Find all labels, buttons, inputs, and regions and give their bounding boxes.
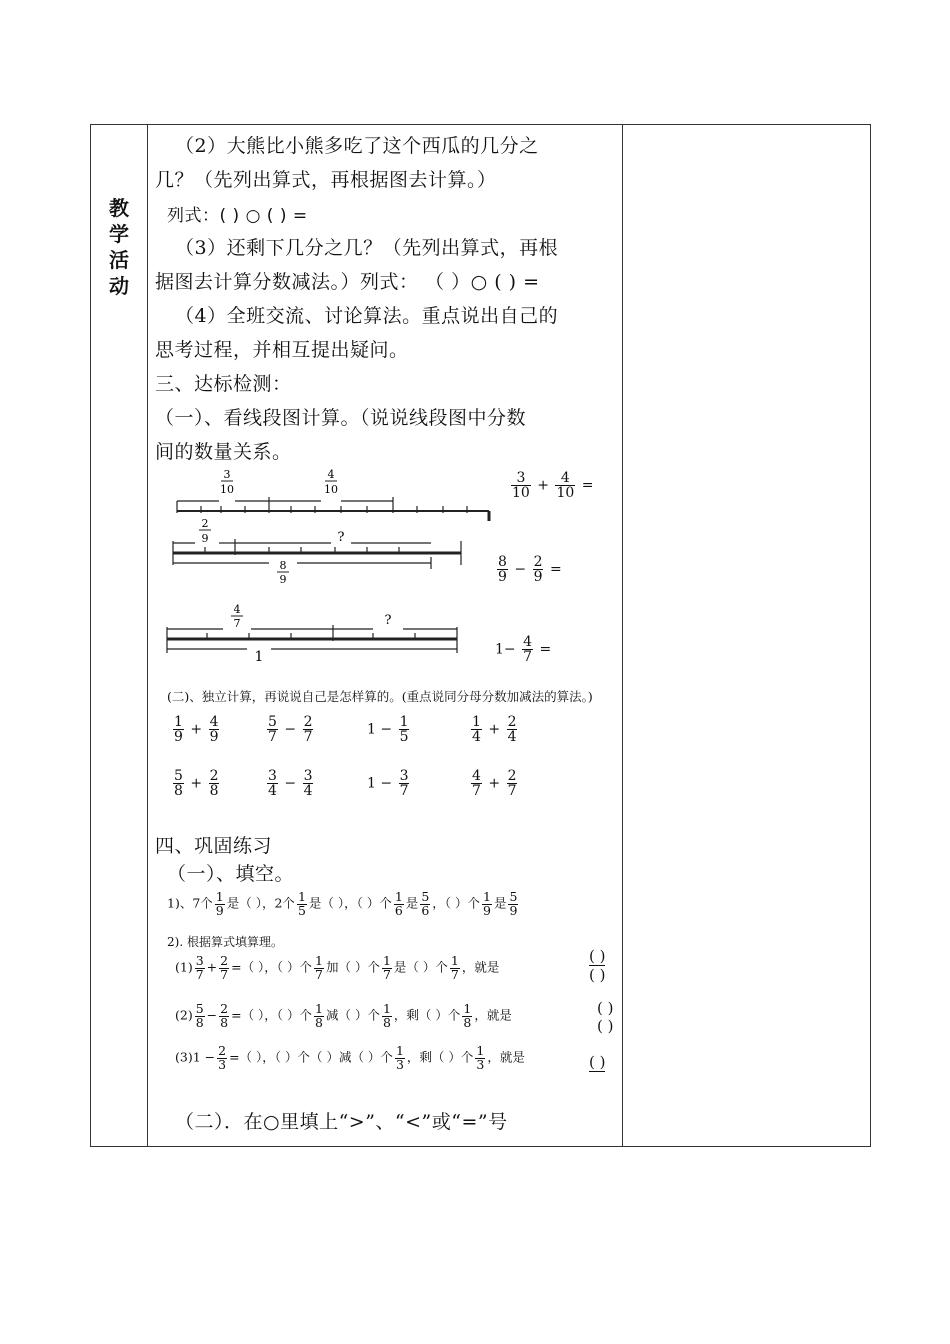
- answer-blank[interactable]: [589, 1053, 605, 1072]
- fill-item-2-1: (1) $\frac{3}{7}$ + $\frac{2}{7}$ =（ ），（ ）个 $\frac{1}{7}$ 加（ ）个 $\frac{1}{7}$ 是（ ）个 $\frac{1}{7}$ ，就是: [175, 953, 500, 982]
- operator: =: [581, 477, 594, 494]
- diagram-1-expression: [509, 471, 593, 500]
- text: =（ ），（ ）个: [231, 959, 313, 975]
- denominator: 9: [174, 729, 183, 745]
- numerator: 2: [507, 768, 517, 784]
- section-3-part-1-line-1: （一）、看线段图计算。（说说线段图中分数: [155, 407, 527, 429]
- denominator: 4: [303, 783, 313, 799]
- fraction: $\frac{1}{3}$: [476, 1043, 485, 1072]
- operator: =: [549, 561, 562, 578]
- side-label-char: 活: [109, 248, 129, 272]
- frac-den: 7: [233, 617, 241, 630]
- fraction: $\frac{1}{9}$: [483, 889, 491, 918]
- fraction: [173, 769, 184, 798]
- frac-num: 2: [201, 517, 209, 530]
- text: 是: [405, 895, 419, 911]
- frac-den: 9: [279, 573, 287, 586]
- fill-item-1: [167, 891, 520, 917]
- fraction: $\frac{5}{9}$: [509, 889, 518, 918]
- text: (1): [175, 959, 193, 975]
- numerator: 4: [472, 768, 481, 784]
- diagram-3-label-left: [231, 603, 243, 630]
- operand: 1−: [495, 641, 516, 658]
- answer-blank-top: ( ): [589, 1053, 606, 1071]
- answer-blank[interactable]: [597, 999, 613, 1035]
- diagram-2-expression: [495, 555, 562, 584]
- text: 是（ ），（ ）个: [308, 895, 392, 911]
- operator: −: [284, 721, 297, 738]
- section-3-heading: 三、达标检测：: [155, 373, 292, 395]
- fraction: [173, 715, 184, 744]
- denominator: 4: [472, 729, 481, 745]
- denominator: 7: [303, 729, 313, 745]
- fraction: $\frac{5}{6}$: [421, 889, 430, 918]
- frac-den: 9: [201, 532, 209, 545]
- fraction: [209, 715, 220, 744]
- denominator: 4: [507, 729, 517, 745]
- question-4-line-2: 思考过程，并相互提出疑问。: [155, 339, 409, 361]
- fraction: [267, 769, 278, 798]
- fraction: [507, 715, 518, 744]
- fraction: [471, 769, 482, 798]
- numerator: 3: [399, 768, 409, 784]
- fraction: $\frac{2}{9}$: [533, 554, 543, 585]
- fraction: $\frac{4}{7}$: [523, 634, 533, 665]
- fraction: $\frac{4}{10}$: [556, 470, 575, 501]
- operator: +: [190, 775, 203, 792]
- fraction: $\frac{2}{3}$: [218, 1043, 227, 1072]
- text: 是（ ）个: [393, 959, 448, 975]
- fraction: $\frac{1}{8}$: [315, 1001, 323, 1030]
- frac-den: 10: [324, 483, 338, 496]
- denominator: 5: [399, 729, 409, 745]
- calc-expression: [265, 769, 315, 798]
- numerator: 3: [268, 768, 277, 784]
- numerator: 1: [174, 714, 183, 730]
- fraction: [399, 715, 410, 744]
- fraction: $\frac{1}{5}$: [297, 889, 306, 918]
- denominator: 8: [174, 783, 183, 799]
- fraction: $\frac{3}{10}$: [512, 470, 530, 501]
- calc-expression: [367, 715, 411, 744]
- fraction: $\frac{1}{3}$: [395, 1043, 404, 1072]
- operator: +: [190, 721, 203, 738]
- fraction: $\frac{1}{8}$: [463, 1001, 472, 1030]
- fraction: $\frac{1}{9}$: [215, 889, 224, 918]
- diagram-2: [173, 539, 461, 569]
- fill-item-2-title: 2). 根据算式填算理。: [167, 935, 283, 949]
- operator: =: [539, 641, 552, 658]
- operand: 1: [367, 721, 376, 738]
- frac-num: 8: [279, 559, 287, 572]
- diagram-3-whole: 1: [254, 649, 264, 665]
- denominator: 8: [209, 783, 219, 799]
- text: 加（ ）个: [325, 959, 380, 975]
- text: 是: [493, 895, 507, 911]
- question-2-line-1: （2）大熊比小熊多吃了这个西瓜的几分之: [175, 135, 539, 157]
- fill-item-2-2: (2) $\frac{5}{8}$ − $\frac{2}{8}$ =（ ），（ ）个 $\frac{1}{8}$ 减（ ）个 $\frac{1}{8}$ ，剩（ ）个 $\frac{1}{8}$ ，就是: [175, 1001, 512, 1030]
- fraction: $\frac{1}{6}$: [394, 889, 403, 918]
- text: 减（ ）个: [325, 1007, 380, 1023]
- answer-blank-bottom: ( ): [589, 966, 606, 984]
- fraction: $\frac{5}{8}$: [195, 1001, 204, 1030]
- denominator: 7: [268, 729, 277, 745]
- fraction: [303, 769, 314, 798]
- fraction: [209, 769, 220, 798]
- diagram-3-question: ?: [384, 613, 392, 628]
- fraction: [267, 715, 278, 744]
- denominator: 7: [472, 783, 481, 799]
- fraction: $\frac{3}{7}$: [195, 953, 204, 982]
- fraction: [399, 769, 410, 798]
- fraction: [471, 715, 482, 744]
- answer-blank-top: ( ): [597, 999, 614, 1017]
- answer-blank-top: ( ): [589, 947, 606, 965]
- frac-num: 3: [223, 468, 231, 481]
- fraction: $\frac{2}{8}$: [220, 1001, 229, 1030]
- operand: 1: [367, 775, 376, 792]
- frac-num: 4: [327, 468, 335, 481]
- operator: +: [537, 477, 550, 494]
- operator: −: [380, 775, 393, 792]
- diagram-2-question: ?: [337, 530, 345, 545]
- denominator: 7: [399, 783, 409, 799]
- numerator: 3: [303, 768, 313, 784]
- section-4-part-1: （一）、填空。: [167, 863, 295, 885]
- calc-expression: [171, 769, 221, 798]
- fraction: $\frac{1}{7}$: [315, 953, 323, 982]
- numerator: 1: [472, 714, 481, 730]
- operator: −: [380, 721, 393, 738]
- denominator: 7: [507, 783, 517, 799]
- lesson-table: [90, 124, 871, 1147]
- operator: +: [488, 721, 501, 738]
- fraction: $\frac{1}{8}$: [382, 1001, 391, 1030]
- diagram-3-expression: [495, 635, 551, 664]
- text: (2): [175, 1007, 193, 1023]
- text: 是（ ），2个: [226, 895, 295, 911]
- calc-expression: [469, 769, 519, 798]
- column-divider: [622, 125, 623, 1146]
- side-label-char: 学: [109, 222, 129, 246]
- text: =（ ），（ ）个（ ）减（ ）个: [229, 1049, 393, 1065]
- fill-item-2-3: [175, 1045, 525, 1071]
- calc-expression: [265, 715, 315, 744]
- frac-den: 10: [220, 483, 234, 496]
- diagram-2-label-left: [199, 517, 211, 545]
- answer-blank-bottom: ( ): [597, 1017, 614, 1035]
- operator: −: [514, 561, 527, 578]
- numerator: 2: [303, 714, 313, 730]
- numerator: 2: [507, 714, 517, 730]
- fraction: [303, 715, 314, 744]
- diagram-2-label-bottom: [277, 559, 289, 586]
- calc-expression: [469, 715, 519, 744]
- text: ，剩（ ）个: [393, 1007, 461, 1023]
- text: ，就是: [474, 1007, 512, 1023]
- text: (3)1 −: [175, 1049, 216, 1065]
- text: ，就是: [461, 959, 500, 975]
- fraction: $\frac{1}{7}$: [450, 953, 459, 982]
- question-4-line-1: （4）全班交流、讨论算法。重点说出自己的: [175, 305, 559, 327]
- fraction: [507, 769, 518, 798]
- text: 1)、7个: [167, 895, 213, 911]
- numerator: 2: [209, 768, 219, 784]
- diagram-1-label-left: [220, 468, 234, 496]
- question-2-formula: 列式：( ) ○ ( ) =: [167, 206, 308, 226]
- numerator: 5: [268, 714, 277, 730]
- column-divider: [147, 125, 148, 1146]
- calc-expression: [367, 769, 411, 798]
- text: ，剩（ ）个: [406, 1049, 474, 1065]
- frac-num: 4: [233, 603, 241, 616]
- text: =（ ），（ ）个: [231, 1007, 313, 1023]
- section-3-part-1-line-2: 间的数量关系。: [155, 441, 292, 463]
- question-2-line-2: 几？（先列出算式，再根据图去计算。）: [155, 169, 497, 191]
- answer-blank[interactable]: [589, 947, 605, 984]
- diagram-3: [167, 625, 457, 653]
- denominator: 4: [268, 783, 277, 799]
- question-3-line-1: （3）还剩下几分之几？（先列出算式，再根: [175, 237, 559, 259]
- side-label-char: 教: [109, 196, 129, 220]
- text: ，就是: [487, 1049, 525, 1065]
- text: ，（ ）个: [432, 895, 480, 911]
- numerator: 5: [174, 768, 183, 784]
- side-label: [91, 195, 147, 299]
- numerator: 4: [209, 714, 219, 730]
- operator: −: [284, 775, 297, 792]
- calc-expression: [171, 715, 221, 744]
- diagram-1: [177, 497, 489, 521]
- operator: +: [488, 775, 501, 792]
- numerator: 1: [399, 714, 409, 730]
- fraction: $\frac{8}{9}$: [498, 554, 507, 585]
- question-3-line-2: 据图去计算分数减法。）列式： （ ）○ ( ) =: [155, 271, 540, 293]
- section-3-part-2: (二)、独立计算，再说说自己是怎样算的。(重点说同分母分数加减法的算法。): [167, 689, 593, 704]
- section-4-heading: 四、巩固练习: [155, 835, 273, 857]
- diagram-1-label-right: [324, 468, 338, 496]
- denominator: 9: [209, 729, 219, 745]
- fraction: $\frac{2}{7}$: [220, 953, 229, 982]
- fraction: $\frac{1}{7}$: [382, 953, 391, 982]
- section-4-part-2: （二）．在○里填上“>”、“<”或“=”号: [175, 1111, 508, 1133]
- side-label-char: 动: [109, 274, 129, 298]
